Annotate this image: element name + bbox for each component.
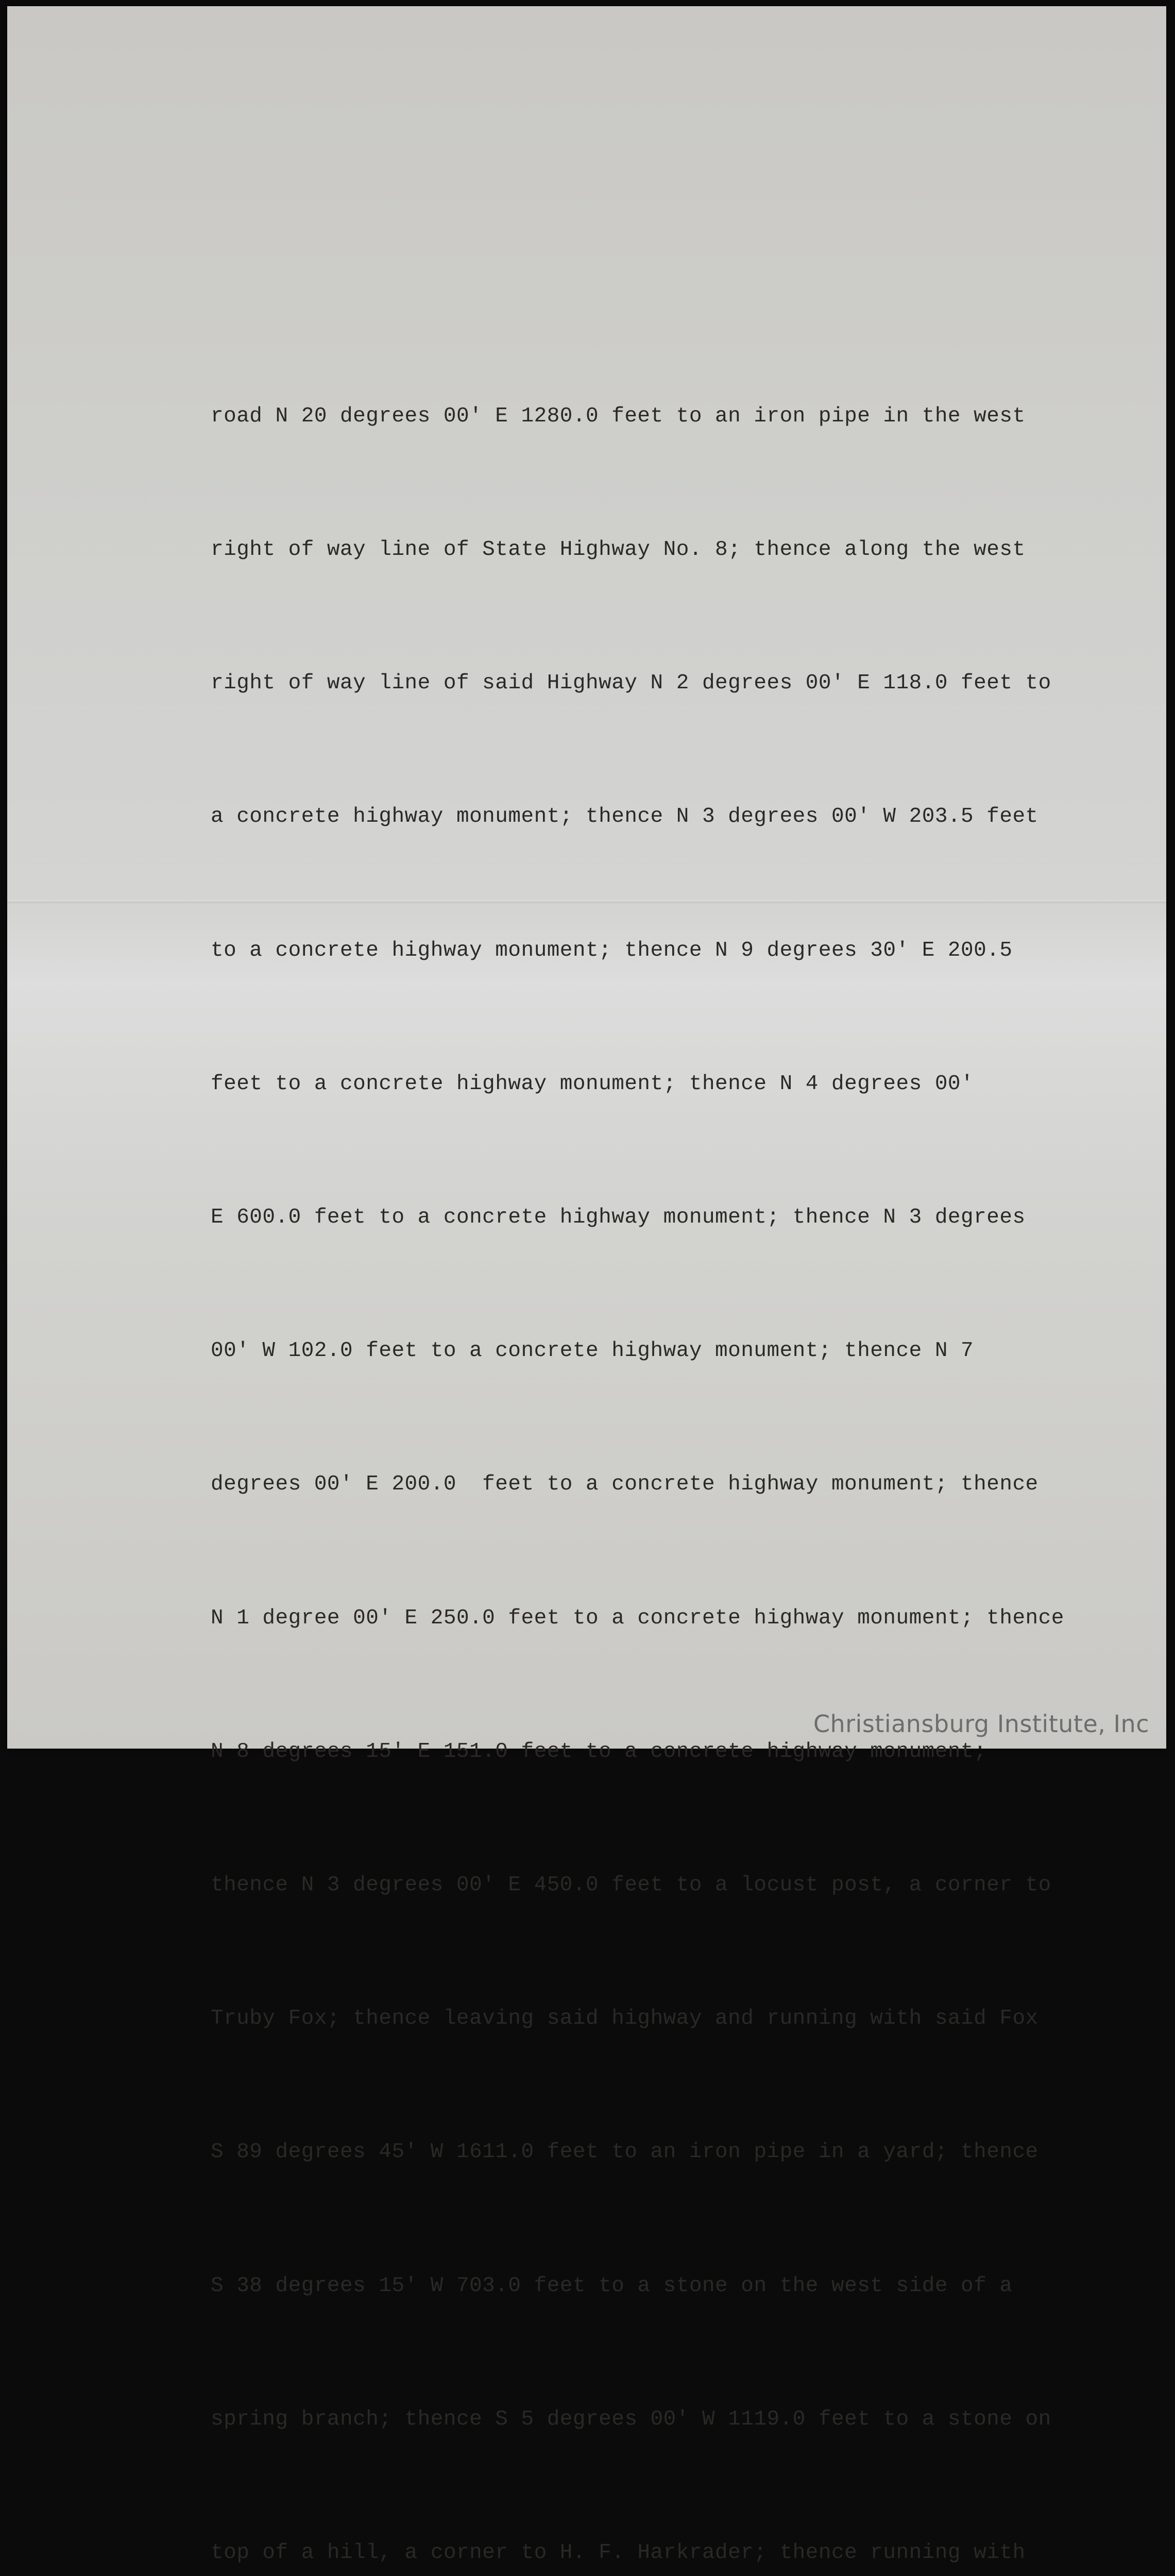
text-line: road N 20 degrees 00' E 1280.0 feet to an iron pipe in the west (211, 394, 1117, 438)
text-line: S 89 degrees 45' W 1611.0 feet to an iron pipe in a yard; thence (211, 2130, 1117, 2174)
text-line: N 8 degrees 15' E 151.0 feet to a concrete highway monument; (211, 1730, 1117, 1774)
text-line: E 600.0 feet to a concrete highway monument; thence N 3 degrees (211, 1195, 1117, 1240)
text-line: feet to a concrete highway monument; thence N 4 degrees 00' (211, 1062, 1117, 1106)
text-line: spring branch; thence S 5 degrees 00' W 1119.0 feet to a stone on (211, 2397, 1117, 2442)
document-page (7, 6, 1166, 1749)
text-line: 00' W 102.0 feet to a concrete highway monument; thence N 7 (211, 1329, 1117, 1373)
text-line: Truby Fox; thence leaving said highway and running with said Fox (211, 1996, 1117, 2041)
text-line: S 38 degrees 15' W 703.0 feet to a stone on the west side of a (211, 2264, 1117, 2308)
text-line: to a concrete highway monument; thence N 9 degrees 30' E 200.5 (211, 928, 1117, 973)
text-line: right of way line of said Highway N 2 degrees 00' E 118.0 feet to (211, 661, 1117, 705)
text-line: thence N 3 degrees 00' E 450.0 feet to a locust post, a corner to (211, 1863, 1117, 1907)
text-line: degrees 00' E 200.0 feet to a concrete highway monument; thence (211, 1462, 1117, 1506)
text-line: a concrete highway monument; thence N 3 degrees 00' W 203.5 feet (211, 794, 1117, 839)
text-line: right of way line of State Highway No. 8; thence along the west (211, 528, 1117, 572)
typed-deed-text (211, 305, 1117, 2576)
archive-watermark: Christiansburg Institute, Inc (813, 1710, 1149, 1738)
text-line: N 1 degree 00' E 250.0 feet to a concrete highway monument; thence (211, 1596, 1117, 1640)
text-line: top of a hill, a corner to H. F. Harkrader; thence running with (211, 2531, 1117, 2575)
